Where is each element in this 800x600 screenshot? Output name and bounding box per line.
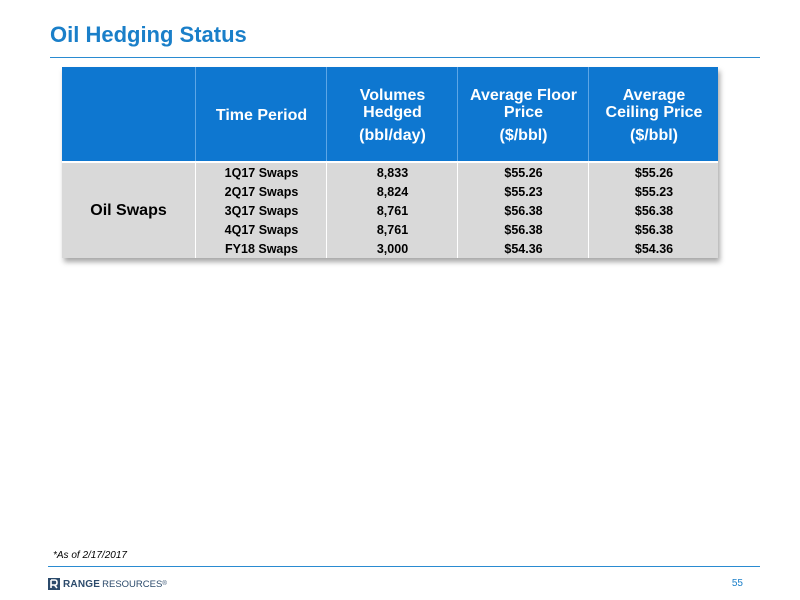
column-time-period	[195, 163, 327, 258]
header-label: Ceiling Price	[605, 104, 703, 121]
header-label: Price	[503, 104, 544, 121]
table-cell: 4Q17 Swaps	[224, 223, 299, 237]
footnote: *As of 2/17/2017	[53, 550, 127, 561]
table-header	[62, 67, 718, 161]
header-label: Average Floor	[470, 87, 577, 104]
logo-text-resources: RESOURCES	[102, 578, 163, 590]
table-cell: $54.36	[504, 242, 543, 256]
table-cell: $55.26	[634, 166, 674, 180]
header-label: Hedged	[363, 104, 422, 121]
table-cell: 1Q17 Swaps	[224, 166, 299, 180]
table-cell: 8,761	[376, 204, 409, 218]
table-cell: $54.36	[634, 242, 674, 256]
table-cell: $56.38	[504, 204, 543, 218]
header-label: Time Period	[215, 107, 308, 124]
page-number: 55	[731, 578, 743, 589]
table-cell: $56.38	[634, 223, 674, 237]
header-cell-time-period	[195, 67, 327, 161]
table-cell: $56.38	[634, 204, 674, 218]
column-volumes	[326, 163, 458, 258]
header-unit: ($/bbl)	[499, 127, 548, 144]
header-unit: (bbl/day)	[359, 127, 426, 144]
header-cell-ceiling-price	[588, 67, 719, 161]
logo-trademark: ®	[162, 581, 167, 587]
table-cell: 8,833	[376, 166, 409, 180]
logo-text-range: RANGE	[63, 578, 101, 590]
title-divider	[50, 57, 760, 58]
table-cell: 3,000	[376, 242, 409, 256]
header-cell-group	[62, 67, 195, 161]
table-cell: $55.23	[504, 185, 543, 199]
table-body	[62, 161, 718, 258]
table-cell: 2Q17 Swaps	[224, 185, 299, 199]
table-cell: FY18 Swaps	[225, 242, 298, 256]
column-ceiling-price	[588, 163, 719, 258]
table-cell: 3Q17 Swaps	[224, 204, 299, 218]
hedging-table	[62, 67, 718, 258]
table-cell: $56.38	[504, 223, 543, 237]
table-cell: $55.23	[634, 185, 674, 199]
header-label: Average	[622, 87, 686, 104]
column-floor-price	[457, 163, 589, 258]
page-title: Oil Hedging Status	[50, 22, 247, 47]
header-cell-floor-price	[457, 67, 589, 161]
table-cell: 8,761	[376, 223, 409, 237]
range-logo-mark-icon	[48, 578, 60, 590]
table-cell: $55.26	[504, 166, 543, 180]
footer-divider	[48, 566, 760, 567]
group-label: Oil Swaps	[90, 201, 167, 219]
table-cell: 8,824	[376, 185, 409, 199]
company-logo	[48, 577, 167, 591]
header-label: Volumes	[359, 87, 426, 104]
header-cell-volumes	[326, 67, 458, 161]
header-unit: ($/bbl)	[630, 127, 678, 144]
